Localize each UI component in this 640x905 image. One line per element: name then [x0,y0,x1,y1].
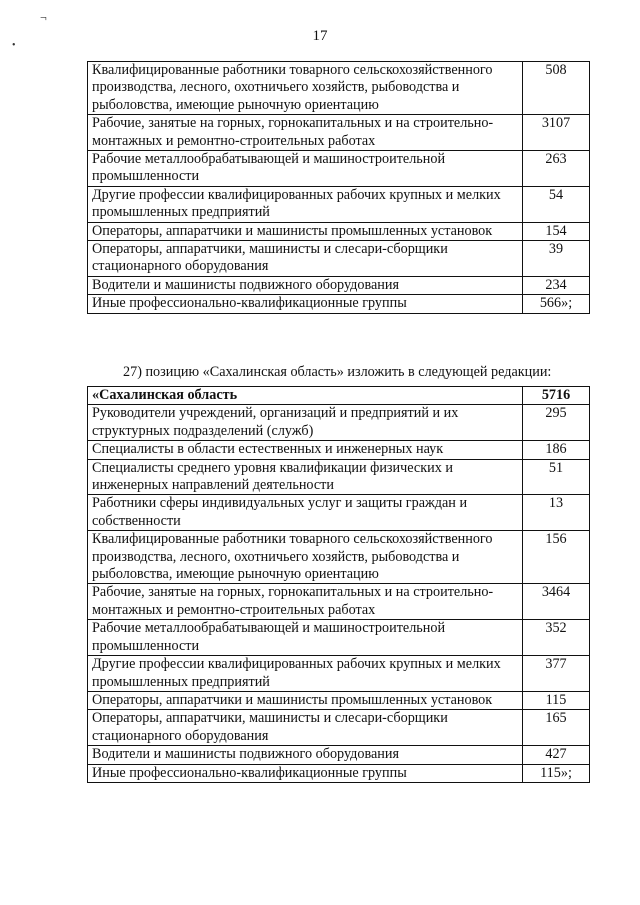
row-value: 427 [523,746,590,764]
row-value: 295 [523,405,590,441]
table-row [88,584,590,620]
table-row [88,620,590,656]
row-label: Специалисты среднего уровня квалификации физических и инженерных направлений деятельности [88,459,523,495]
row-label: Операторы, аппаратчики и машинисты промышленных установок [88,222,523,240]
table-row [88,241,590,277]
table-row [88,459,590,495]
table-row [88,115,590,151]
page-number: 17 [312,28,328,44]
table-row [88,276,590,294]
row-value: 154 [523,222,590,240]
row-label: Квалифицированные работники товарного сельскохозяйственного производства, лесного, охотничьего хозяйств, рыбоводства и рыболовства, имеющие рыночную ориентацию [88,62,523,115]
table-row [88,62,590,115]
row-value: 234 [523,276,590,294]
row-value: 39 [523,241,590,277]
row-value: 115 [523,691,590,709]
table-header-row [88,387,590,405]
row-label: Водители и машинисты подвижного оборудования [88,746,523,764]
row-value: 165 [523,710,590,746]
row-value: 3107 [523,115,590,151]
row-label: Водители и машинисты подвижного оборудования [88,276,523,294]
row-label: Руководители учреждений, организаций и предприятий и их структурных подразделений (служб) [88,405,523,441]
row-label: Операторы, аппаратчики, машинисты и слесари-сборщики стационарного оборудования [88,241,523,277]
sakhalin-region-table [87,386,590,783]
amendment-paragraph: 27) позицию «Сахалинская область» изложить в следующей редакции: [123,364,552,380]
row-label: Иные профессионально-квалификационные группы [88,295,523,313]
row-value: 377 [523,656,590,692]
table-row [88,151,590,187]
row-label: Другие профессии квалифицированных рабочих крупных и мелких промышленных предприятий [88,186,523,222]
table-row [88,186,590,222]
table-row [88,441,590,459]
row-value: 508 [523,62,590,115]
row-label: Рабочие, занятые на горных, горнокапитальных и на строительно-монтажных и ремонтно-строительных работах [88,115,523,151]
row-label: Операторы, аппаратчики, машинисты и слесари-сборщики стационарного оборудования [88,710,523,746]
row-label: Операторы, аппаратчики и машинисты промышленных установок [88,691,523,709]
table-row [88,656,590,692]
row-label: Работники сферы индивидуальных услуг и защиты граждан и собственности [88,495,523,531]
table-row [88,746,590,764]
row-label: Рабочие металлообрабатывающей и машиностроительной промышленности [88,151,523,187]
row-label: Рабочие, занятые на горных, горнокапитальных и на строительно-монтажных и ремонтно-строительных работах [88,584,523,620]
row-value: 263 [523,151,590,187]
row-label: Другие профессии квалифицированных рабочих крупных и мелких промышленных предприятий [88,656,523,692]
table-row [88,764,590,782]
region-total: 5716 [523,387,590,405]
row-label: Рабочие металлообрабатывающей и машиностроительной промышленности [88,620,523,656]
row-value: 186 [523,441,590,459]
row-value: 54 [523,186,590,222]
table-row [88,531,590,584]
table-row [88,222,590,240]
row-value: 566»; [523,295,590,313]
row-label: Специалисты в области естественных и инженерных наук [88,441,523,459]
row-value: 115»; [523,764,590,782]
table-row [88,691,590,709]
table-row [88,495,590,531]
table-row [88,710,590,746]
row-label: Квалифицированные работники товарного сельскохозяйственного производства, лесного, охотничьего хозяйств, рыбоводства и рыболовства, имеющие рыночную ориентацию [88,531,523,584]
scan-dot: • [12,40,16,51]
row-value: 156 [523,531,590,584]
row-label: Иные профессионально-квалификационные группы [88,764,523,782]
table-row [88,405,590,441]
region-title: «Сахалинская область [88,387,523,405]
row-value: 13 [523,495,590,531]
row-value: 51 [523,459,590,495]
occupation-table-continued [87,61,590,314]
row-value: 352 [523,620,590,656]
row-value: 3464 [523,584,590,620]
scan-mark: ¬ [40,10,47,24]
table-row [88,295,590,313]
